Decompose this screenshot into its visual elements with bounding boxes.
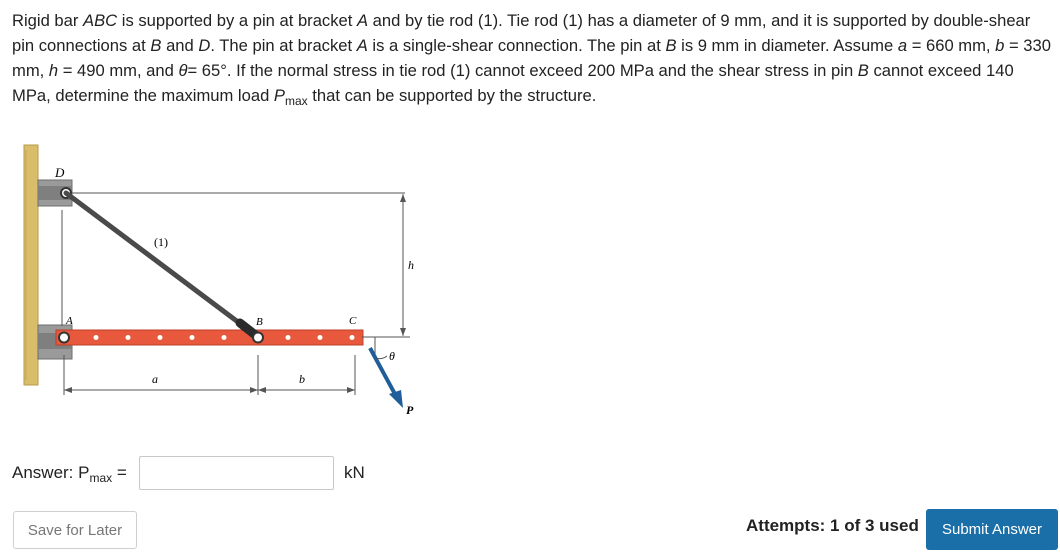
load-arrowhead	[389, 390, 403, 408]
label-b-pin: B	[256, 316, 263, 328]
answer-input[interactable]	[139, 456, 334, 490]
label-h: h	[408, 258, 414, 272]
label-a: A	[66, 315, 73, 327]
problem-text: = 65°. If the normal stress in tie rod (1) cannot exceed 200 MPa and the shear stress in pin	[187, 61, 858, 80]
rigid-bar-abc	[56, 330, 363, 345]
label-rod-1: (1)	[154, 235, 168, 249]
problem-text: and	[161, 36, 199, 55]
dimension-lines	[62, 193, 410, 395]
problem-text: Rigid bar	[12, 11, 84, 30]
problem-text: = 660 mm,	[907, 36, 996, 55]
label-p: P	[406, 403, 414, 417]
problem-text: = 330 mm,	[12, 36, 1051, 80]
label-dim-a: a	[152, 372, 158, 386]
problem-statement	[12, 8, 1057, 108]
answer-label-sub: max	[89, 471, 113, 485]
problem-text: . The pin at bracket	[210, 36, 357, 55]
submit-answer-button[interactable]: Submit Answer	[926, 509, 1058, 550]
label-d: D	[55, 165, 65, 180]
pin-a	[59, 333, 69, 343]
bracket-label: A	[356, 36, 368, 55]
label-c: C	[349, 315, 357, 327]
structure-figure	[0, 135, 460, 435]
problem-text: cannot exceed 140 MPa, determine the maximum load	[12, 61, 1014, 105]
variable-a: a	[897, 36, 908, 55]
bar-name: ABC	[83, 11, 118, 30]
problem-text: is a single-shear connection. The pin at	[367, 36, 666, 55]
label-dim-b: b	[299, 372, 305, 386]
variable-theta: θ	[178, 61, 188, 80]
pin-label: B	[857, 61, 869, 80]
pin-label: B	[150, 36, 162, 55]
answer-row	[12, 455, 472, 495]
problem-text: that can be supported by the structure.	[307, 86, 597, 105]
tie-rod-1	[66, 193, 258, 337]
problem-text: and by tie rod (1). Tie rod (1) has a diameter of 9 mm, and it is supported by double-shear pin connections at	[12, 11, 1031, 55]
unit-label: kN	[344, 463, 365, 482]
problem-text: is 9 mm in diameter. Assume	[676, 36, 898, 55]
problem-text: is supported by a pin at bracket	[117, 11, 357, 30]
variable-p: P	[273, 86, 285, 105]
label-theta: θ	[389, 349, 395, 363]
problem-text: = 490 mm, and	[58, 61, 179, 80]
attempts-counter: Attempts: 1 of 3 used	[746, 516, 919, 535]
pin-label: D	[198, 36, 211, 55]
variable-b: b	[995, 36, 1005, 55]
pin-label: B	[665, 36, 677, 55]
answer-label	[12, 463, 127, 483]
bracket-label: A	[356, 11, 369, 30]
pin-b	[253, 333, 263, 343]
answer-label-prefix: Answer: P	[12, 463, 90, 482]
variable-h: h	[48, 61, 59, 80]
save-for-later-button[interactable]: Save for Later	[13, 511, 137, 549]
subscript-max: max	[285, 94, 308, 108]
answer-label-suffix: =	[112, 463, 127, 482]
